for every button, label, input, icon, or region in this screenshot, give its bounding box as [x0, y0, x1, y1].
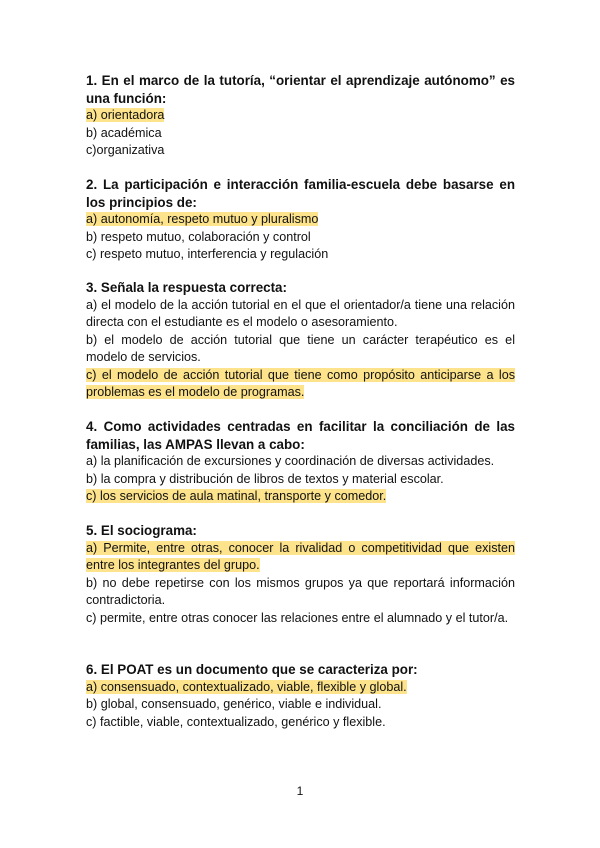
answer-option: b) la compra y distribución de libros de textos y material escolar. [86, 471, 444, 486]
highlighted-answer: a) autonomía, respeto mutuo y pluralismo [86, 212, 319, 226]
answer-option: a) la planificación de excursiones y coordinación de diversas actividades. [86, 454, 495, 468]
question-title: 6. El POAT es un documento que se caracteriza por: [86, 662, 418, 677]
page-number: 1 [296, 784, 304, 798]
answer-option: b) respeto mutuo, colaboración y control [86, 229, 311, 244]
question-5 [86, 522, 515, 627]
question-title: 2. La participación e interacción familia-escuela debe basarse en los principios de: [86, 177, 515, 210]
highlighted-answer: a) Permite, entre otras, conocer la rivalidad o competitividad que existen entre los integrantes del grupo. [86, 540, 515, 572]
answer-option: c) respeto mutuo, interferencia y regulación [86, 247, 329, 261]
highlighted-answer: a) consensuado, contextualizado, viable, flexible y global. [86, 679, 407, 694]
answer-option: b) académica [86, 125, 162, 140]
answer-option: b) global, consensuado, genérico, viable e individual. [86, 697, 382, 711]
question-2 [86, 176, 515, 264]
highlighted-answer: a) orientadora [86, 108, 165, 122]
question-1 [86, 72, 515, 160]
answer-option: b) el modelo de acción tutorial que tiene un carácter terapéutico es el modelo de servicios. [86, 332, 515, 364]
answer-option: b) no debe repetirse con los mismos grupos ya que reportará información contradictoria. [86, 575, 515, 607]
answer-option: a) el modelo de la acción tutorial en el que el orientador/a tiene una relación directa con el estudiante es el modelo o asesoramiento. [86, 297, 515, 329]
highlighted-answer: c) el modelo de acción tutorial que tiene como propósito anticiparse a los problemas es el modelo de programas. [86, 367, 515, 399]
answer-option: c) permite, entre otras conocer las relaciones entre el alumnado y el tutor/a. [86, 610, 509, 625]
question-title: 5. El sociograma: [86, 523, 197, 538]
answer-option: c) factible, viable, contextualizado, genérico y flexible. [86, 714, 386, 729]
question-title: 1. En el marco de la tutoría, “orientar el aprendizaje autónomo” es una función: [86, 73, 515, 106]
highlighted-answer: c) los servicios de aula matinal, transporte y comedor. [86, 489, 387, 503]
question-title: 4. Como actividades centradas en facilitar la conciliación de las familias, las AMPAS llevan a cabo: [86, 419, 515, 452]
question-title: 3. Señala la respuesta correcta: [86, 280, 287, 295]
question-6 [86, 661, 515, 731]
answer-option: c)organizativa [86, 143, 165, 157]
question-3 [86, 279, 515, 402]
question-4 [86, 418, 515, 506]
